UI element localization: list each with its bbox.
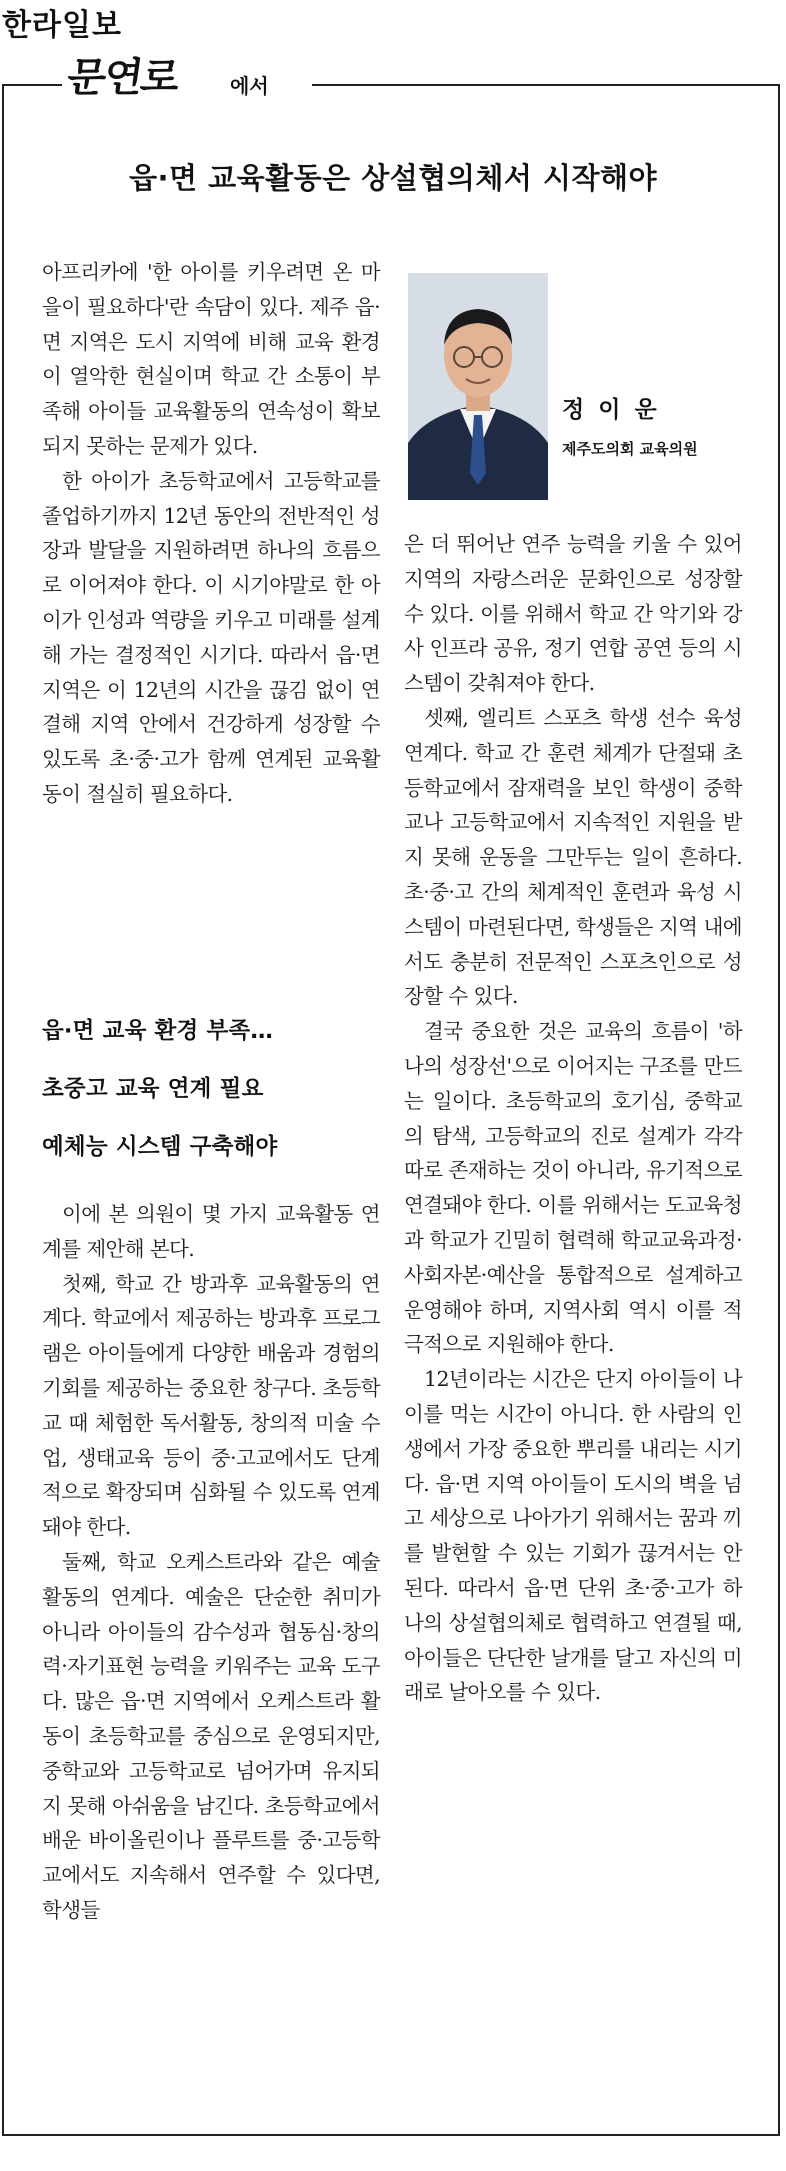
- body-paragraph: 은 더 뛰어난 연주 능력을 키울 수 있어 지역의 자랑스러운 문화인으로 성장할 수 있다. 이를 위해서 학교 간 악기와 강사 인프라 공유, 정기 연합 공연 등의 시스템이 갖춰져야 한다.: [404, 532, 742, 696]
- column-name-suffix: 에서: [230, 74, 269, 98]
- body-paragraph: 둘째, 학교 오케스트라와 같은 예술 활동의 연계다. 예술은 단순한 취미가 아니라 아이들의 감수성과 협동심·창의력·자기표현 능력을 키워주는 교육 도구다. 많은 읍·면 지역에서 오케스트라 활동이 초등학교를 중심으로 운영되지만, 중학교와 고등학교로 넘어가며 유지되지 못해 아쉬움을 남긴다. 초등학교에서 배운 바이올린이나 플루트를 중·고등학교에서도 지속해서 연주할 수 있다면, 학생들: [42, 1549, 380, 1922]
- column-name: 문연로: [64, 55, 181, 101]
- subheading: 읍·면 교육 환경 부족…: [42, 1018, 274, 1044]
- body-paragraph: 아프리카에 '한 아이를 키우려면 온 마을이 필요하다'란 속담이 있다. 제주 읍·면 지역은 도시 지역에 비해 교육 환경이 열악한 현실이며 학교 간 소통이 부족해 아이들 교육활동의 연속성이 확보되지 못하는 문제가 있다.: [42, 260, 380, 458]
- body-paragraph: 첫째, 학교 간 방과후 교육활동의 연계다. 학교에서 제공하는 방과후 프로그램은 아이들에게 다양한 배움과 경험의 기회를 제공하는 중요한 창구다. 초등학교 때 체험한 독서활동, 창의적 미술 수업, 생태교육 등이 중·고교에서도 단계적으로 확장되며 심화될 수 있도록 연계돼야 한다.: [42, 1271, 380, 1540]
- body-paragraph: 셋째, 엘리트 스포츠 학생 선수 육성 연계다. 학교 간 훈련 체계가 단절돼 초등학교에서 잠재력을 보인 학생이 중학교나 고등학교에서 지속적인 지원을 받지 못해 운동을 그만두는 일이 흔하다. 초·중·고 간의 체계적인 훈련과 육성 시스템이 마련된다면, 학생들은 지역 내에서도 충분히 전문적인 스포츠인으로 성장할 수 있다.: [404, 705, 742, 1009]
- subheadings: [42, 1002, 380, 1176]
- newspaper-name: 한라일보: [2, 8, 122, 43]
- author-portrait-icon: [408, 273, 548, 500]
- body-column-right: [404, 527, 742, 1710]
- body-column-left-top: [42, 255, 380, 812]
- subheading: 예체능 시스템 구축해야: [42, 1134, 278, 1160]
- body-column-left-bottom: [42, 1197, 380, 1928]
- author-photo: [408, 273, 548, 500]
- article-headline: 읍·면 교육활동은 상설협의체서 시작해야: [128, 161, 658, 195]
- author-name: 정 이 운: [562, 397, 660, 423]
- author-role: 제주도의회 교육의원: [562, 440, 698, 458]
- subheading: 초중고 교육 연계 필요: [42, 1076, 264, 1102]
- body-paragraph: 한 아이가 초등학교에서 고등학교를 졸업하기까지 12년 동안의 전반적인 성장과 발달을 지원하려면 하나의 흐름으로 이어져야 한다. 이 시기야말로 한 아이가 인성과 역량을 키우고 미래를 설계해 가는 결정적인 시기다. 따라서 읍·면 지역은 이 12년의 시간을 끊김 없이 연결해 지역 안에서 건강하게 성장할 수 있도록 초·중·고가 함께 연계된 교육활동이 절실히 필요하다.: [42, 468, 380, 806]
- body-paragraph: 결국 중요한 것은 교육의 흐름이 '하나의 성장선'으로 이어지는 구조를 만드는 일이다. 초등학교의 호기심, 중학교의 탐색, 고등학교의 진로 설계가 각각 따로 존재하는 것이 아니라, 유기적으로 연결돼야 한다. 이를 위해서는 도교육청과 학교가 긴밀히 협력해 학교교육과정·사회자본·예산을 통합적으로 설계하고 운영해야 하며, 지역사회 역시 이를 적극적으로 지원해야 한다.: [404, 1019, 742, 1357]
- body-paragraph: 12년이라는 시간은 단지 아이들이 나이를 먹는 시간이 아니다. 한 사람의 인생에서 가장 중요한 뿌리를 내리는 시기다. 읍·면 지역 아이들이 도시의 벽을 넘고 세상으로 나아가기 위해서는 꿈과 끼를 발현할 수 있는 기회가 끊겨서는 안 된다. 따라서 읍·면 단위 초·중·고가 하나의 상설협의체로 협력하고 연결될 때, 아이들은 단단한 날개를 달고 자신의 미래로 날아오를 수 있다.: [404, 1367, 742, 1705]
- body-paragraph: 이에 본 의원이 몇 가지 교육활동 연계를 제안해 본다.: [42, 1202, 380, 1261]
